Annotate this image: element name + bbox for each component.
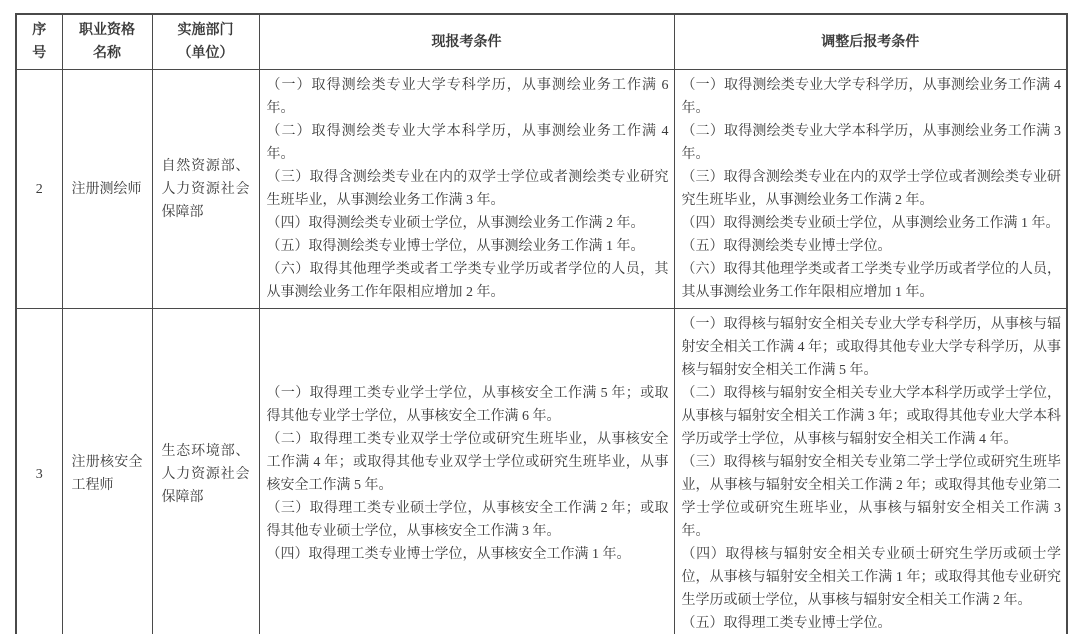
header-qualification-name-line1: 职业资格 — [79, 23, 135, 38]
condition-item: （五）取得测绘类专业博士学位，从事测绘业务工作满 1 年。 — [266, 239, 645, 254]
qualification-requirements-table — [15, 13, 1068, 634]
serial-number-cell: 2 — [16, 70, 62, 309]
department-cell: 自然资源部、人力资源社会保障部 — [152, 70, 259, 309]
header-qualification-name — [62, 14, 152, 70]
condition-item: （五）取得理工类专业博士学位。 — [681, 616, 892, 631]
header-serial-number-line2: 号 — [32, 46, 47, 61]
condition-item: （一）取得核与辐射安全相关专业大学专科学历，从事核与辐射安全相关工作满 4 年；或取得其他专业大学专科学历，从事核与辐射安全相关工作满 5 年。 — [681, 317, 1061, 378]
table-row-registered-surveyor — [16, 70, 1067, 309]
condition-item: （五）取得测绘类专业博士学位。 — [681, 239, 892, 254]
condition-item: （一）取得测绘类专业大学专科学历，从事测绘业务工作满 6 年。 — [266, 78, 669, 116]
current-conditions-cell — [259, 70, 674, 309]
header-implementing-department-line2: （单位） — [177, 46, 234, 61]
header-implementing-department — [152, 14, 259, 70]
header-current-conditions-line1: 现报考条件 — [431, 34, 502, 50]
condition-item: （二）取得测绘类专业大学本科学历，从事测绘业务工作满 3 年。 — [681, 124, 1061, 162]
condition-item: （四）取得测绘类专业硕士学位，从事测绘业务工作满 1 年。 — [681, 216, 1060, 231]
condition-item: （二）取得测绘类专业大学本科学历，从事测绘业务工作满 4 年。 — [266, 124, 669, 162]
condition-item: （二）取得核与辐射安全相关专业大学本科学历或学士学位，从事核与辐射安全相关工作满 3 年；或取得其他专业大学本科学历或学士学位，从事核与辐射安全相关工作满 4 年。 — [681, 386, 1061, 447]
adjusted-conditions-cell — [674, 309, 1067, 634]
condition-item: （一）取得测绘类专业大学专科学历，从事测绘业务工作满 4 年。 — [681, 78, 1061, 116]
table-row-registered-nuclear-safety-engineer — [16, 309, 1067, 634]
current-conditions-cell — [259, 309, 674, 634]
condition-item: （六）取得其他理学类或者工学类专业学历或者学位的人员，其从事测绘业务工作年限相应增加 1 年。 — [681, 262, 1061, 300]
header-adjusted-conditions-line1: 调整后报考条件 — [821, 34, 920, 50]
condition-item: （四）取得测绘类专业硕士学位，从事测绘业务工作满 2 年。 — [266, 216, 645, 231]
condition-item: （三）取得含测绘类专业在内的双学士学位或者测绘类专业研究生班毕业，从事测绘业务工作满 2 年。 — [681, 170, 1061, 208]
condition-item: （四）取得核与辐射安全相关专业硕士研究生学历或硕士学位，从事核与辐射安全相关工作满 1 年；或取得其他专业研究生学历或硕士学位，从事核与辐射安全相关工作满 2 年。 — [681, 547, 1061, 608]
condition-item: （二）取得理工类专业双学士学位或研究生班毕业，从事核安全工作满 4 年；或取得其他专业双学士学位或研究生班毕业，从事核安全工作满 5 年。 — [266, 432, 669, 493]
header-serial-number-line1: 序 — [32, 23, 47, 38]
header-qualification-name-line2: 名称 — [93, 46, 121, 61]
condition-item: （六）取得其他理学类或者工学类专业学历或者学位的人员，其从事测绘业务工作年限相应增加 2 年。 — [266, 262, 669, 300]
header-serial-number — [16, 14, 62, 70]
header-implementing-department-line1: 实施部门 — [177, 23, 234, 38]
header-current-conditions — [259, 14, 674, 70]
condition-item: （三）取得理工类专业硕士学位，从事核安全工作满 2 年；或取得其他专业硕士学位，从事核安全工作满 3 年。 — [266, 501, 669, 539]
serial-number-cell: 3 — [16, 309, 62, 634]
adjusted-conditions-cell — [674, 70, 1067, 309]
table-header-row — [16, 14, 1067, 70]
condition-item: （一）取得理工类专业学士学位，从事核安全工作满 5 年；或取得其他专业学士学位，从事核安全工作满 6 年。 — [266, 386, 669, 424]
department-cell: 生态环境部、人力资源社会保障部 — [152, 309, 259, 634]
header-adjusted-conditions — [674, 14, 1067, 70]
condition-item: （三）取得含测绘类专业在内的双学士学位或者测绘类专业研究生班毕业，从事测绘业务工作满 3 年。 — [266, 170, 669, 208]
condition-item: （三）取得核与辐射安全相关专业第二学士学位或研究生班毕业，从事核与辐射安全相关工作满 2 年；或取得其他专业第二学士学位或研究生班毕业，从事核与辐射安全相关工作满 3 年。 — [681, 455, 1061, 539]
qualification-name-cell: 注册核安全工程师 — [62, 309, 152, 634]
qualification-name-cell: 注册测绘师 — [62, 70, 152, 309]
condition-item: （四）取得理工类专业博士学位，从事核安全工作满 1 年。 — [266, 547, 631, 562]
